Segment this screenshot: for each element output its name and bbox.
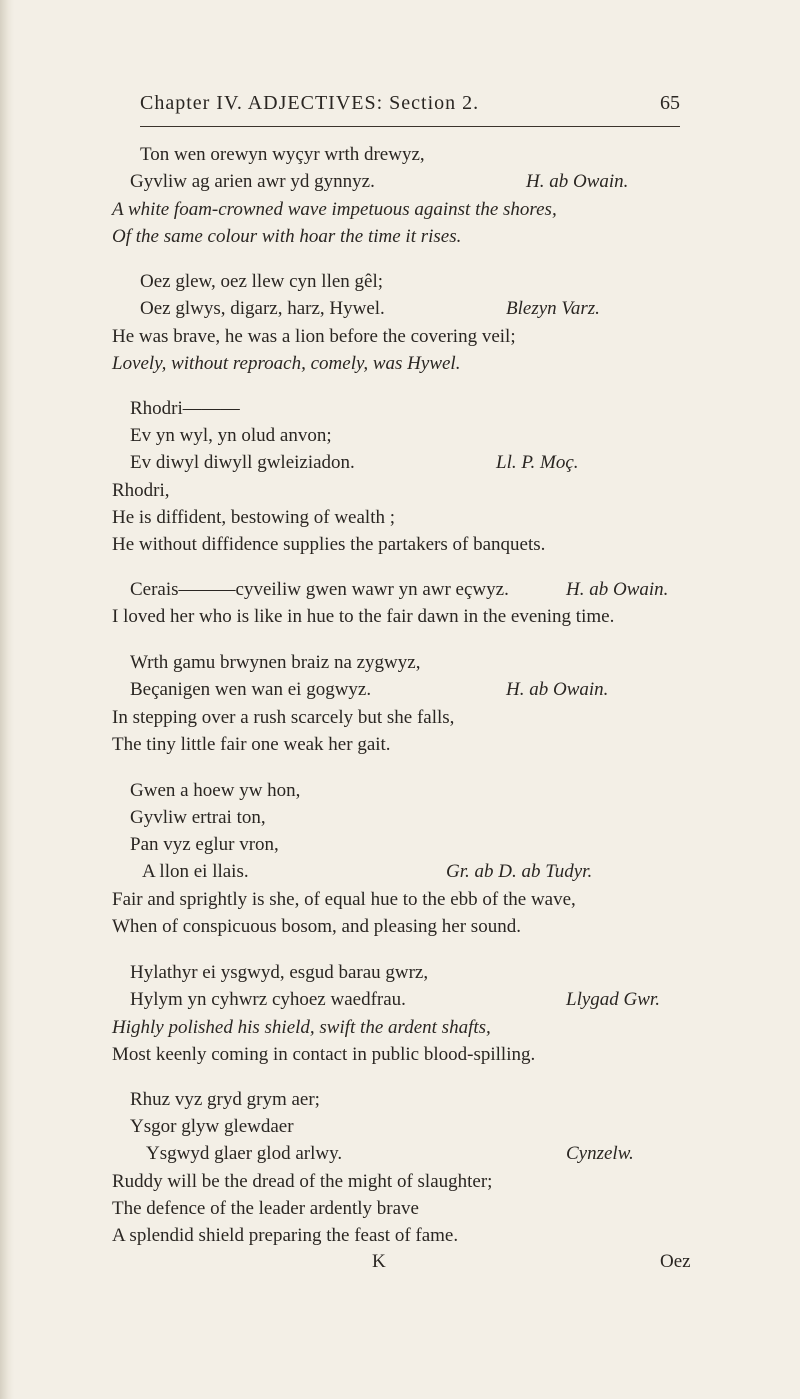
running-title: Chapter IV. ADJECTIVES: Section 2. bbox=[140, 92, 480, 114]
source-attribution: Blezyn Varz. bbox=[506, 298, 600, 319]
english-line: The defence of the leader ardently brave bbox=[112, 1198, 419, 1219]
english-line: Most keenly coming in contact in public blood-spilling. bbox=[112, 1044, 536, 1065]
source-attribution: Gr. ab D. ab Tudyr. bbox=[446, 861, 593, 882]
english-line: Of the same colour with hoar the time it rises. bbox=[112, 226, 462, 247]
welsh-line: Gyvliw ag arien awr yd gynnyz. bbox=[130, 171, 375, 192]
english-line: In stepping over a rush scarcely but she falls, bbox=[112, 707, 455, 728]
english-line: A white foam-crowned wave impetuous against the shores, bbox=[112, 199, 557, 220]
english-line: Highly polished his shield, swift the ardent shafts, bbox=[112, 1017, 491, 1038]
page-binding-shadow bbox=[0, 0, 14, 1399]
english-line: The tiny little fair one weak her gait. bbox=[112, 734, 391, 755]
welsh-line: A llon ei llais. bbox=[142, 861, 249, 882]
english-line: Rhodri, bbox=[112, 480, 170, 501]
welsh-line: Ysgor glyw glewdaer bbox=[130, 1116, 294, 1137]
welsh-line: Ton wen orewyn wyçyr wrth drewyz, bbox=[140, 144, 425, 165]
source-attribution: H. ab Owain. bbox=[526, 171, 629, 192]
page-header bbox=[140, 92, 680, 127]
welsh-line: Rhuz vyz gryd grym aer; bbox=[130, 1089, 320, 1110]
welsh-line: Cerais———cyveiliw gwen wawr yn awr eçwyz. bbox=[130, 579, 509, 600]
welsh-line: Wrth gamu brwynen braiz na zygwyz, bbox=[130, 652, 421, 673]
english-line: Ruddy will be the dread of the might of slaughter; bbox=[112, 1171, 493, 1192]
source-attribution: Ll. P. Moç. bbox=[496, 452, 579, 473]
source-attribution: H. ab Owain. bbox=[506, 679, 609, 700]
english-line: He without diffidence supplies the partakers of banquets. bbox=[112, 534, 546, 555]
welsh-line: Oez glew, oez llew cyn llen gêl; bbox=[140, 271, 384, 292]
welsh-line: Ev diwyl diwyll gwleiziadon. bbox=[130, 452, 355, 473]
source-attribution: H. ab Owain. bbox=[566, 579, 669, 600]
english-line: Fair and sprightly is she, of equal hue to the ebb of the wave, bbox=[112, 889, 576, 910]
welsh-line: Rhodri——— bbox=[130, 398, 240, 419]
welsh-line: Gyvliw ertrai ton, bbox=[130, 807, 266, 828]
catchword: Oez bbox=[660, 1251, 691, 1272]
english-line: A splendid shield preparing the feast of fame. bbox=[112, 1225, 459, 1246]
welsh-line: Gwen a hoew yw hon, bbox=[130, 780, 301, 801]
signature-mark: K bbox=[372, 1251, 386, 1272]
welsh-line: Beçanigen wen wan ei gogwyz. bbox=[130, 679, 372, 700]
welsh-line: Oez glwys, digarz, harz, Hywel. bbox=[140, 298, 385, 319]
welsh-line: Ysgwyd glaer glod arlwy. bbox=[146, 1143, 343, 1164]
source-attribution: Llygad Gwr. bbox=[566, 989, 660, 1010]
english-line: Lovely, without reproach, comely, was Hywel. bbox=[112, 353, 461, 374]
welsh-line: Ev yn wyl, yn olud anvon; bbox=[130, 425, 332, 446]
english-line: I loved her who is like in hue to the fair dawn in the evening time. bbox=[112, 606, 615, 627]
page-number: 65 bbox=[660, 92, 680, 114]
source-attribution: Cynzelw. bbox=[566, 1143, 634, 1164]
english-line: When of conspicuous bosom, and pleasing her sound. bbox=[112, 916, 521, 937]
english-line: He was brave, he was a lion before the covering veil; bbox=[112, 326, 516, 347]
english-line: He is diffident, bestowing of wealth ; bbox=[112, 507, 396, 528]
welsh-line: Pan vyz eglur vron, bbox=[130, 834, 279, 855]
welsh-line: Hylathyr ei ysgwyd, esgud barau gwrz, bbox=[130, 962, 429, 983]
welsh-line: Hylym yn cyhwrz cyhoez waedfrau. bbox=[130, 989, 406, 1010]
